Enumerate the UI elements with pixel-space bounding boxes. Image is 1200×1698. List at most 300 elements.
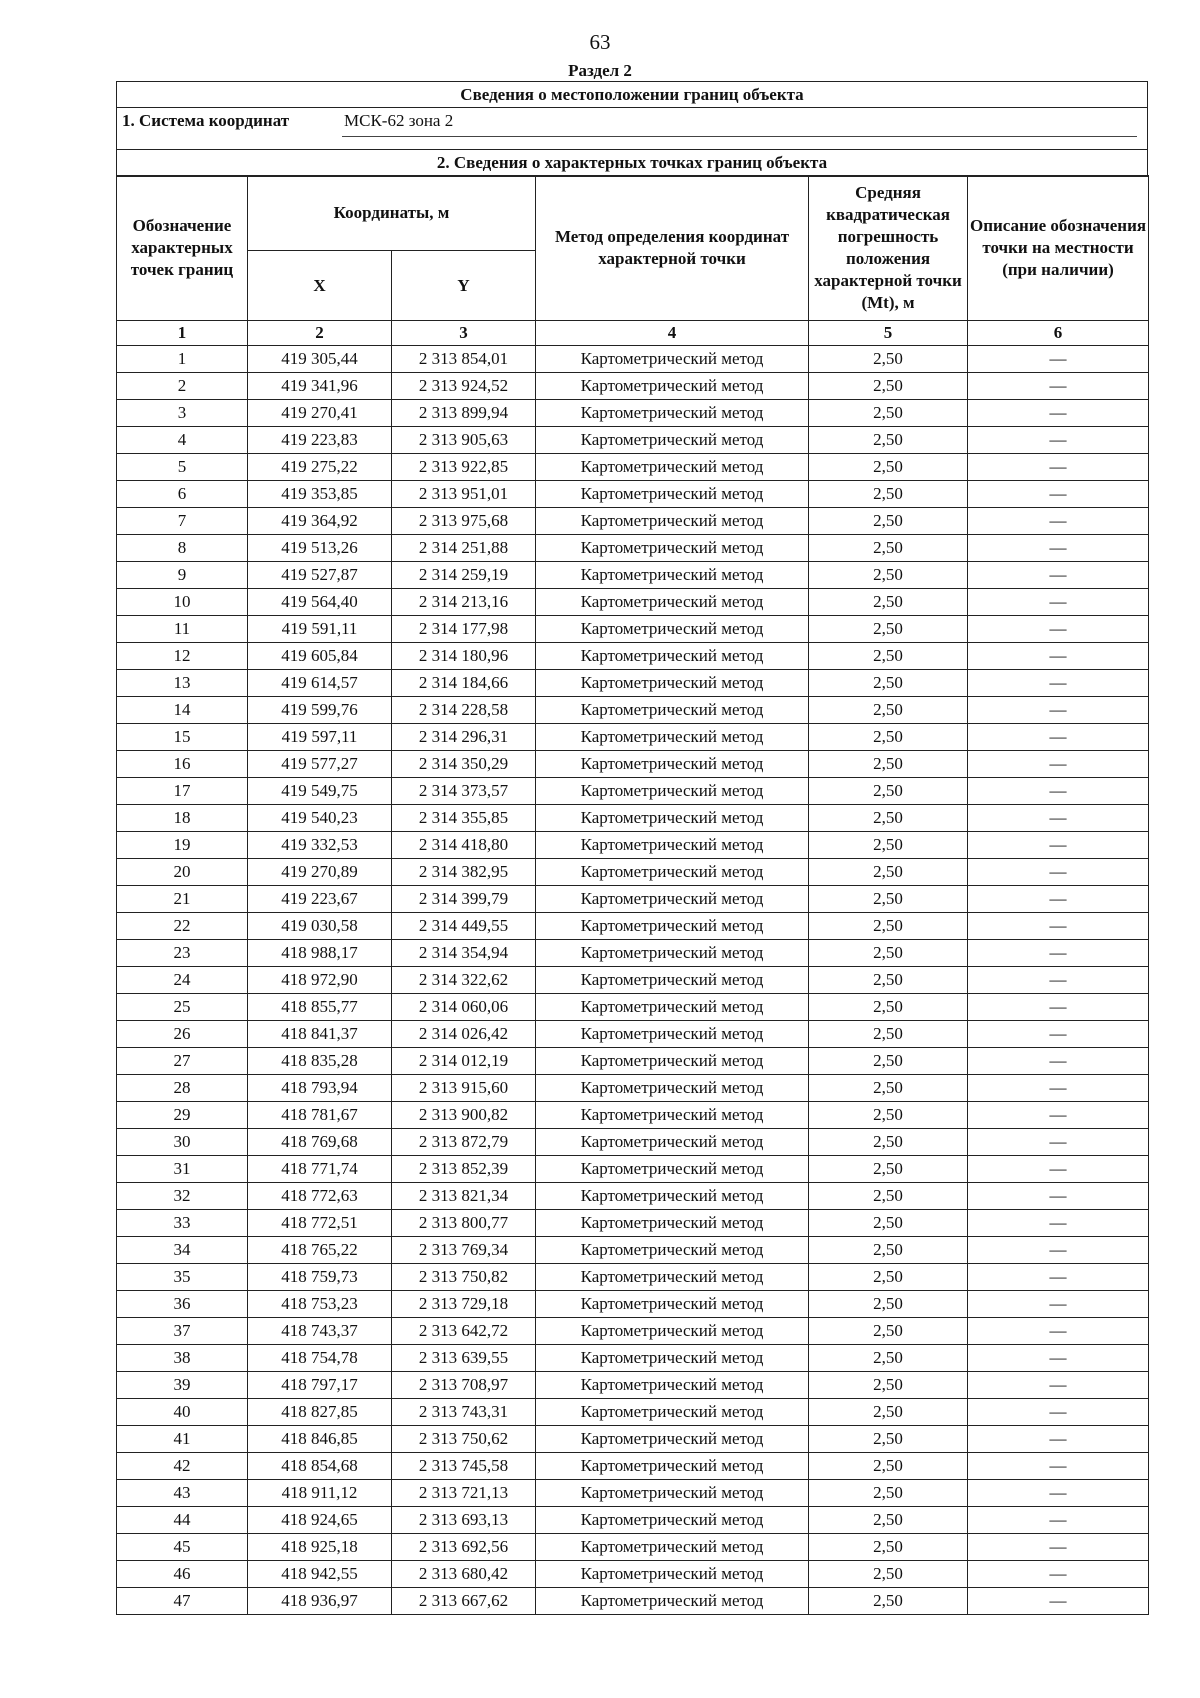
table-row [117,1561,1149,1588]
table-row [117,1399,1149,1426]
cell-point: 9 [117,562,248,589]
cell-error: 2,50 [809,589,968,616]
table-row [117,1372,1149,1399]
cell-error: 2,50 [809,1534,968,1561]
cell-error: 2,50 [809,1264,968,1291]
cell-point: 23 [117,940,248,967]
cell-method: Картометрический метод [536,1534,809,1561]
cell-error: 2,50 [809,751,968,778]
cell-desc: — [968,1426,1149,1453]
cell-point: 36 [117,1291,248,1318]
cell-x: 418 769,68 [248,1129,392,1156]
cell-method: Картометрический метод [536,1318,809,1345]
table-row [117,1075,1149,1102]
table-row [117,1048,1149,1075]
cell-y: 2 313 852,39 [392,1156,536,1183]
cell-error: 2,50 [809,1318,968,1345]
cell-x: 418 827,85 [248,1399,392,1426]
table-row [117,967,1149,994]
cell-point: 41 [117,1426,248,1453]
table-row [117,778,1149,805]
table-row [117,1210,1149,1237]
cell-x: 419 353,85 [248,481,392,508]
cell-x: 418 797,17 [248,1372,392,1399]
cell-error: 2,50 [809,508,968,535]
cell-point: 15 [117,724,248,751]
cell-y: 2 314 213,16 [392,589,536,616]
cell-point: 25 [117,994,248,1021]
cell-method: Картометрический метод [536,589,809,616]
cell-y: 2 313 924,52 [392,373,536,400]
table-row [117,724,1149,751]
cell-method: Картометрический метод [536,643,809,670]
cell-method: Картометрический метод [536,724,809,751]
cell-method: Картометрический метод [536,1210,809,1237]
cell-desc: — [968,427,1149,454]
cell-x: 419 540,23 [248,805,392,832]
table-row [117,373,1149,400]
table-row [117,1534,1149,1561]
cell-desc: — [968,1129,1149,1156]
cell-method: Картометрический метод [536,1102,809,1129]
cell-desc: — [968,859,1149,886]
cell-y: 2 313 693,13 [392,1507,536,1534]
cell-desc: — [968,805,1149,832]
cell-method: Картометрический метод [536,1480,809,1507]
table-row [117,670,1149,697]
cell-error: 2,50 [809,859,968,886]
cell-y: 2 313 975,68 [392,508,536,535]
cell-desc: — [968,400,1149,427]
table-row [117,1183,1149,1210]
cell-y: 2 314 177,98 [392,616,536,643]
cell-desc: — [968,1561,1149,1588]
cell-x: 419 270,89 [248,859,392,886]
cell-point: 33 [117,1210,248,1237]
boundary-points-table [116,175,1149,1615]
cell-point: 46 [117,1561,248,1588]
cell-x: 419 223,83 [248,427,392,454]
col-header-y: Y [392,251,536,321]
cell-method: Картометрический метод [536,967,809,994]
cell-error: 2,50 [809,1237,968,1264]
cell-error: 2,50 [809,1183,968,1210]
cell-x: 418 942,55 [248,1561,392,1588]
cell-method: Картометрический метод [536,1237,809,1264]
cell-x: 418 924,65 [248,1507,392,1534]
cell-desc: — [968,616,1149,643]
cell-desc: — [968,454,1149,481]
cell-method: Картометрический метод [536,832,809,859]
cell-method: Картометрический метод [536,1372,809,1399]
cell-desc: — [968,1183,1149,1210]
table-row [117,697,1149,724]
cell-method: Картометрический метод [536,1561,809,1588]
cell-error: 2,50 [809,1426,968,1453]
cell-error: 2,50 [809,1372,968,1399]
cell-point: 12 [117,643,248,670]
table-row [117,1507,1149,1534]
table-row [117,1453,1149,1480]
cell-point: 31 [117,1156,248,1183]
cell-error: 2,50 [809,1156,968,1183]
table-row [117,940,1149,967]
cell-desc: — [968,535,1149,562]
cell-y: 2 313 667,62 [392,1588,536,1615]
table-row [117,589,1149,616]
column-number: 2 [248,321,392,346]
cell-point: 29 [117,1102,248,1129]
table-row [117,1021,1149,1048]
cell-point: 13 [117,670,248,697]
cell-error: 2,50 [809,994,968,1021]
cell-y: 2 314 322,62 [392,967,536,994]
cell-point: 24 [117,967,248,994]
cell-point: 39 [117,1372,248,1399]
cell-y: 2 313 743,31 [392,1399,536,1426]
table-row [117,400,1149,427]
cell-method: Картометрический метод [536,1507,809,1534]
cell-error: 2,50 [809,913,968,940]
cell-point: 3 [117,400,248,427]
cell-x: 418 925,18 [248,1534,392,1561]
cell-x: 418 855,77 [248,994,392,1021]
table-row [117,1264,1149,1291]
cell-error: 2,50 [809,1075,968,1102]
cell-point: 30 [117,1129,248,1156]
cell-method: Картометрический метод [536,346,809,373]
cell-method: Картометрический метод [536,562,809,589]
cell-method: Картометрический метод [536,1345,809,1372]
cell-point: 26 [117,1021,248,1048]
col-header-desc: Описание обозначения точки на местности (при наличии) [968,176,1149,321]
cell-point: 14 [117,697,248,724]
cell-method: Картометрический метод [536,697,809,724]
cell-x: 419 549,75 [248,778,392,805]
cell-x: 419 332,53 [248,832,392,859]
cell-error: 2,50 [809,1021,968,1048]
cell-y: 2 313 951,01 [392,481,536,508]
cell-y: 2 314 180,96 [392,643,536,670]
cell-method: Картометрический метод [536,805,809,832]
cell-method: Картометрический метод [536,670,809,697]
cell-method: Картометрический метод [536,616,809,643]
table-row [117,1318,1149,1345]
cell-x: 419 275,22 [248,454,392,481]
col-header-point: Обозначение характерных точек границ [117,176,248,321]
cell-error: 2,50 [809,427,968,454]
cell-method: Картометрический метод [536,1588,809,1615]
cell-point: 35 [117,1264,248,1291]
cell-x: 418 936,97 [248,1588,392,1615]
cell-x: 418 772,51 [248,1210,392,1237]
cell-desc: — [968,751,1149,778]
cell-y: 2 313 750,62 [392,1426,536,1453]
cell-x: 419 364,92 [248,508,392,535]
cell-y: 2 314 418,80 [392,832,536,859]
cell-point: 27 [117,1048,248,1075]
cell-method: Картометрический метод [536,427,809,454]
cell-error: 2,50 [809,1129,968,1156]
cell-y: 2 313 729,18 [392,1291,536,1318]
cell-desc: — [968,832,1149,859]
cell-x: 419 605,84 [248,643,392,670]
cell-method: Картометрический метод [536,886,809,913]
cell-desc: — [968,886,1149,913]
cell-method: Картометрический метод [536,1183,809,1210]
cell-method: Картометрический метод [536,940,809,967]
cell-point: 42 [117,1453,248,1480]
cell-method: Картометрический метод [536,535,809,562]
col-header-coords: Координаты, м [248,176,536,251]
col-header-error: Средняя квадратическая погрешность положения характерной точки (Mt), м [809,176,968,321]
cell-error: 2,50 [809,1453,968,1480]
cell-desc: — [968,940,1149,967]
col-header-x: X [248,251,392,321]
cell-desc: — [968,967,1149,994]
cell-method: Картометрический метод [536,1129,809,1156]
cell-desc: — [968,643,1149,670]
cell-error: 2,50 [809,724,968,751]
cell-desc: — [968,589,1149,616]
cell-desc: — [968,1588,1149,1615]
table-row [117,454,1149,481]
cell-error: 2,50 [809,373,968,400]
cell-point: 43 [117,1480,248,1507]
cell-error: 2,50 [809,481,968,508]
cell-error: 2,50 [809,643,968,670]
cell-x: 419 030,58 [248,913,392,940]
cell-point: 22 [117,913,248,940]
cell-desc: — [968,1345,1149,1372]
cell-method: Картометрический метод [536,1156,809,1183]
cell-error: 2,50 [809,670,968,697]
cell-x: 419 513,26 [248,535,392,562]
cell-point: 32 [117,1183,248,1210]
cell-method: Картометрический метод [536,1426,809,1453]
cell-desc: — [968,1399,1149,1426]
cell-y: 2 314 228,58 [392,697,536,724]
cell-point: 8 [117,535,248,562]
cell-method: Картометрический метод [536,778,809,805]
table-row [117,616,1149,643]
cell-x: 419 341,96 [248,373,392,400]
table-row [117,805,1149,832]
cell-desc: — [968,1021,1149,1048]
cell-point: 7 [117,508,248,535]
cell-point: 40 [117,1399,248,1426]
cell-point: 10 [117,589,248,616]
cell-desc: — [968,1534,1149,1561]
cell-x: 418 781,67 [248,1102,392,1129]
cell-error: 2,50 [809,1048,968,1075]
cell-x: 418 841,37 [248,1021,392,1048]
cell-point: 2 [117,373,248,400]
cell-method: Картометрический метод [536,913,809,940]
cell-x: 419 270,41 [248,400,392,427]
cell-method: Картометрический метод [536,454,809,481]
cell-y: 2 313 708,97 [392,1372,536,1399]
table-row [117,427,1149,454]
cell-error: 2,50 [809,967,968,994]
table-row [117,1156,1149,1183]
cell-error: 2,50 [809,346,968,373]
table-body [117,346,1149,1615]
table-row [117,1291,1149,1318]
cell-point: 38 [117,1345,248,1372]
cell-method: Картометрический метод [536,400,809,427]
cell-y: 2 313 642,72 [392,1318,536,1345]
cell-y: 2 313 750,82 [392,1264,536,1291]
cell-y: 2 314 373,57 [392,778,536,805]
coord-system-value: МСК-62 зона 2 [344,111,454,130]
col-header-method: Метод определения координат характерной точки [536,176,809,321]
column-number: 1 [117,321,248,346]
cell-method: Картометрический метод [536,1291,809,1318]
cell-y: 2 314 354,94 [392,940,536,967]
object-header-block [116,81,1148,177]
cell-method: Картометрический метод [536,1453,809,1480]
cell-x: 419 564,40 [248,589,392,616]
cell-point: 19 [117,832,248,859]
table-row [117,1129,1149,1156]
cell-y: 2 314 355,85 [392,805,536,832]
cell-x: 418 972,90 [248,967,392,994]
cell-error: 2,50 [809,778,968,805]
table-row [117,1588,1149,1615]
cell-y: 2 313 899,94 [392,400,536,427]
table-row [117,1480,1149,1507]
cell-y: 2 313 769,34 [392,1237,536,1264]
coord-system-label: 1. Система координат [122,111,290,130]
cell-x: 419 577,27 [248,751,392,778]
cell-error: 2,50 [809,1345,968,1372]
table-row [117,1102,1149,1129]
column-numbers-row [117,321,1149,346]
cell-y: 2 314 399,79 [392,886,536,913]
cell-y: 2 314 296,31 [392,724,536,751]
cell-method: Картометрический метод [536,373,809,400]
coord-system-row [117,108,1147,150]
cell-method: Картометрический метод [536,859,809,886]
cell-y: 2 314 060,06 [392,994,536,1021]
cell-point: 37 [117,1318,248,1345]
cell-error: 2,50 [809,832,968,859]
cell-desc: — [968,1210,1149,1237]
cell-error: 2,50 [809,1561,968,1588]
cell-x: 418 754,78 [248,1345,392,1372]
cell-desc: — [968,670,1149,697]
cell-x: 419 614,57 [248,670,392,697]
cell-desc: — [968,1048,1149,1075]
column-number: 6 [968,321,1149,346]
cell-x: 418 911,12 [248,1480,392,1507]
cell-x: 419 597,11 [248,724,392,751]
cell-point: 17 [117,778,248,805]
cell-desc: — [968,508,1149,535]
cell-x: 418 765,22 [248,1237,392,1264]
table-row [117,1426,1149,1453]
cell-point: 28 [117,1075,248,1102]
cell-desc: — [968,373,1149,400]
cell-point: 4 [117,427,248,454]
table-row [117,535,1149,562]
cell-method: Картометрический метод [536,1021,809,1048]
table-row [117,562,1149,589]
cell-error: 2,50 [809,1480,968,1507]
cell-point: 5 [117,454,248,481]
column-number: 3 [392,321,536,346]
cell-error: 2,50 [809,1588,968,1615]
cell-desc: — [968,778,1149,805]
cell-point: 11 [117,616,248,643]
cell-x: 418 835,28 [248,1048,392,1075]
cell-error: 2,50 [809,454,968,481]
cell-desc: — [968,1453,1149,1480]
cell-desc: — [968,1156,1149,1183]
cell-x: 419 591,11 [248,616,392,643]
cell-x: 418 854,68 [248,1453,392,1480]
cell-error: 2,50 [809,940,968,967]
cell-x: 418 771,74 [248,1156,392,1183]
cell-point: 45 [117,1534,248,1561]
cell-method: Картометрический метод [536,508,809,535]
cell-x: 419 305,44 [248,346,392,373]
table-row [117,994,1149,1021]
cell-y: 2 314 350,29 [392,751,536,778]
table-row [117,1345,1149,1372]
cell-point: 44 [117,1507,248,1534]
cell-error: 2,50 [809,1210,968,1237]
table-row [117,913,1149,940]
cell-point: 47 [117,1588,248,1615]
cell-y: 2 314 259,19 [392,562,536,589]
cell-y: 2 313 692,56 [392,1534,536,1561]
column-number: 4 [536,321,809,346]
page-number: 63 [589,30,611,54]
cell-y: 2 314 184,66 [392,670,536,697]
table-row [117,346,1149,373]
cell-method: Картометрический метод [536,1075,809,1102]
cell-point: 6 [117,481,248,508]
cell-method: Картометрический метод [536,481,809,508]
table-row [117,643,1149,670]
cell-desc: — [968,724,1149,751]
cell-x: 419 599,76 [248,697,392,724]
cell-x: 419 223,67 [248,886,392,913]
cell-error: 2,50 [809,400,968,427]
cell-y: 2 313 872,79 [392,1129,536,1156]
object-title: Сведения о местоположении границ объекта [117,82,1147,108]
cell-desc: — [968,1318,1149,1345]
cell-y: 2 313 721,13 [392,1480,536,1507]
cell-y: 2 314 449,55 [392,913,536,940]
cell-desc: — [968,1507,1149,1534]
cell-y: 2 314 251,88 [392,535,536,562]
cell-desc: — [968,697,1149,724]
cell-error: 2,50 [809,1102,968,1129]
cell-desc: — [968,562,1149,589]
cell-y: 2 313 900,82 [392,1102,536,1129]
cell-error: 2,50 [809,886,968,913]
cell-point: 20 [117,859,248,886]
cell-y: 2 313 680,42 [392,1561,536,1588]
cell-y: 2 314 026,42 [392,1021,536,1048]
cell-desc: — [968,1102,1149,1129]
cell-y: 2 313 800,77 [392,1210,536,1237]
table-row [117,508,1149,535]
cell-point: 16 [117,751,248,778]
